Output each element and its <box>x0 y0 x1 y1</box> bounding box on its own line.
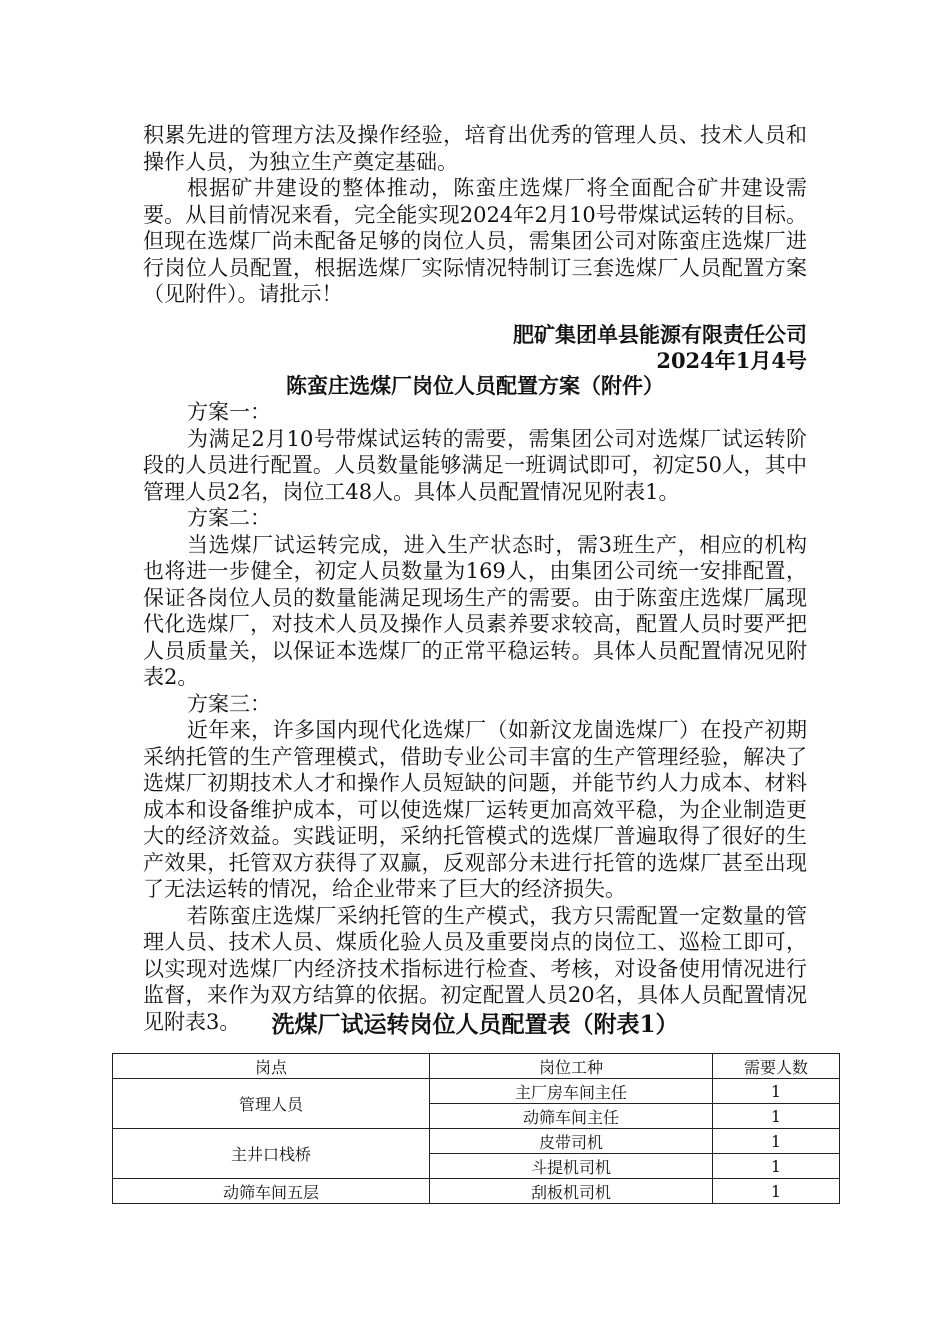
plan-paragraph: 方案一： <box>187 400 271 424</box>
plan-paragraph: 方案二： <box>187 506 271 530</box>
plan-text <box>143 399 807 1035</box>
body-text-top <box>143 122 807 308</box>
table-header-row <box>113 1054 840 1079</box>
table-row <box>113 1129 840 1154</box>
table-row <box>113 1079 840 1104</box>
cell-post: 动筛车间五层 <box>113 1179 430 1204</box>
annex-title: 陈蛮庄选煤厂岗位人员配置方案（附件） <box>286 373 664 398</box>
cell-job: 斗提机司机 <box>430 1154 713 1179</box>
table-row <box>113 1179 840 1204</box>
cell-post: 主井口栈桥 <box>113 1129 430 1179</box>
header-count: 需要人数 <box>713 1054 840 1079</box>
plan-paragraph: 当选煤厂试运转完成，进入生产状态时，需3班生产，相应的机构也将进一步健全，初定人员数量为169人，由集团公司统一安排配置，保证各岗位人员的数量能满足现场生产的需要。由于陈蛮庄选煤厂属现代化选煤厂，对技术人员及操作人员素养要求较高，配置人员时要严把人员质量关，以保证本选煤厂的正常平稳运转。具体人员配置情况见附表2。 <box>143 532 807 689</box>
cell-post: 管理人员 <box>113 1079 430 1129</box>
plan-paragraph: 为满足2月10号带煤试运转的需要，需集团公司对选煤厂试运转阶段的人员进行配置。人员数量能够满足一班调试即可，初定50人，其中管理人员2名，岗位工48人。具体人员配置情况见附表1。 <box>143 426 807 504</box>
cell-job: 刮板机司机 <box>430 1179 713 1204</box>
table-title: 洗煤厂试运转岗位人员配置表（附表1） <box>271 1011 679 1038</box>
plan-paragraph: 方案三： <box>187 691 271 716</box>
signature-date: 2024年1月4号 <box>656 348 807 373</box>
signature-org: 肥矿集团单县能源有限责任公司 <box>513 322 807 347</box>
cell-count: 1 <box>713 1129 840 1154</box>
plan-paragraph: 近年来，许多国内现代化选煤厂（如新汶龙崮选煤厂）在投产初期采纳托管的生产管理模式，借助专业公司丰富的生产管理经验，解决了选煤厂初期技术人才和操作人员短缺的问题，并能节约人力成本、材料成本和设备维护成本，可以使选煤厂运转更加高效平稳，为企业制造更大的经济效益。实践证明，采纳托管模式的选煤厂普遍取得了很好的生产效果，托管双方获得了双赢，反观部分未进行托管的选煤厂甚至出现了无法运转的情况，给企业带来了巨大的经济损失。 <box>143 718 807 901</box>
paragraph: 根据矿井建设的整体推动，陈蛮庄选煤厂将全面配合矿井建设需要。从目前情况来看，完全能实现2024年2月10号带煤试运转的目标。但现在选煤厂尚未配备足够的岗位人员，需集团公司对陈蛮庄选煤厂进行岗位人员配置，根据选煤厂实际情况特制订三套选煤厂人员配置方案（见附件）。请批示！ <box>143 176 807 306</box>
header-job: 岗位工种 <box>430 1054 713 1079</box>
staff-table <box>112 1053 840 1204</box>
cell-job: 主厂房车间主任 <box>430 1079 713 1104</box>
cell-count: 1 <box>713 1104 840 1129</box>
cell-job: 皮带司机 <box>430 1129 713 1154</box>
cell-job: 动筛车间主任 <box>430 1104 713 1129</box>
plan-paragraph: 若陈蛮庄选煤厂采纳托管的生产模式，我方只需配置一定数量的管理人员、技术人员、煤质化验人员及重要岗点的岗位工、巡检工即可，以实现对选煤厂内经济技术指标进行检查、考核，对设备使用情况进行监督，来作为双方结算的依据。初定配置人员20名，具体人员配置情况见附表3。 <box>143 903 807 1034</box>
cell-count: 1 <box>713 1079 840 1104</box>
cell-count: 1 <box>713 1154 840 1179</box>
header-post: 岗点 <box>113 1054 430 1079</box>
paragraph: 积累先进的管理方法及操作经验，培育出优秀的管理人员、技术人员和操作人员，为独立生产奠定基础。 <box>143 123 807 174</box>
cell-count: 1 <box>713 1179 840 1204</box>
